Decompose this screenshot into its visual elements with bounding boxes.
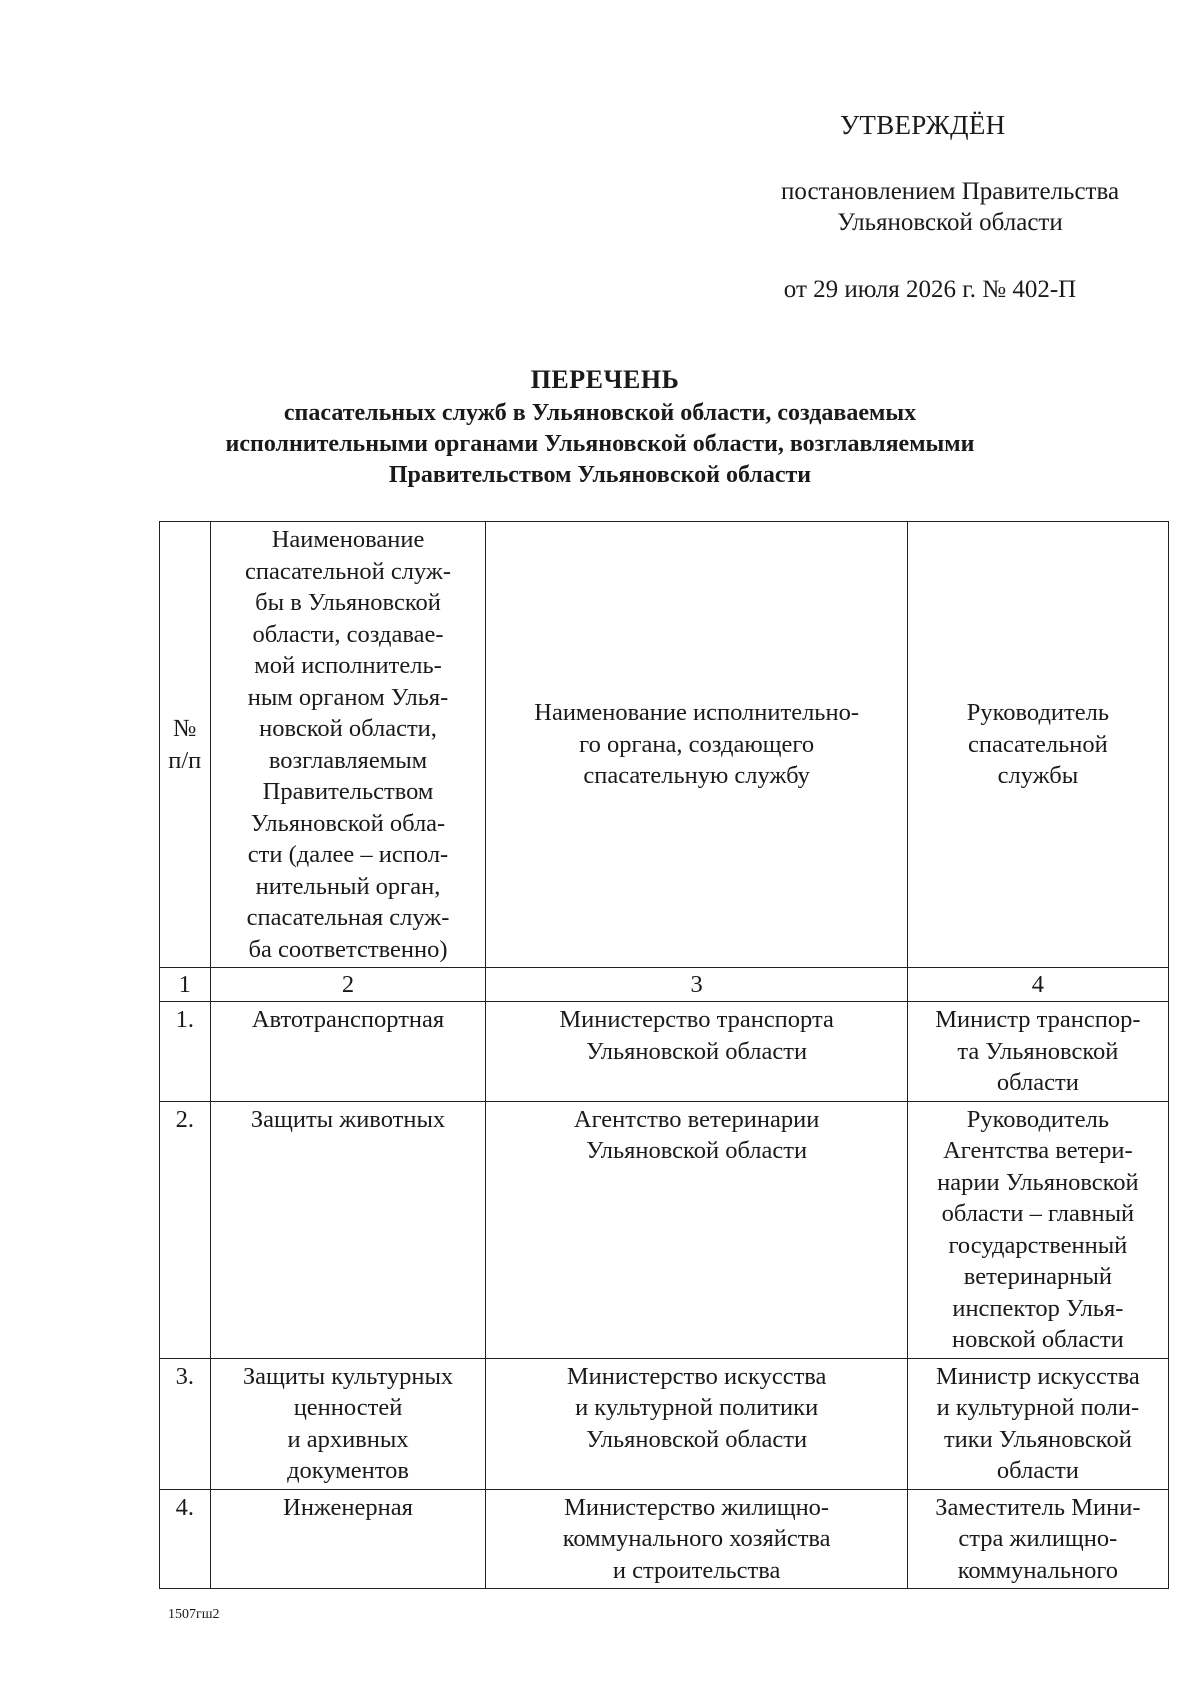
executive-body: Агентство ветеринарии Ульяновской области — [486, 1101, 907, 1358]
approval-line-1: постановлением Правительства — [780, 178, 1120, 205]
column-number: 1 — [160, 968, 211, 1002]
approval-line-2: Ульяновской области — [837, 209, 1063, 236]
subtitle-line-3: Правительством Ульяновской области — [388, 462, 812, 488]
approval-issuer — [760, 176, 1140, 238]
document-code: 1507гш2 — [168, 1607, 220, 1622]
header-number: № п/п — [160, 522, 211, 968]
document-title: ПЕРЕЧЕНЬ — [530, 365, 680, 394]
header-executive-body: Наименование исполнительно- го органа, создающего спасательную службу — [486, 522, 907, 968]
service-name: Автотранспортная — [210, 1002, 486, 1102]
service-head: Министр искусства и культурной поли- тики Ульяновской области — [907, 1358, 1168, 1489]
table-row — [160, 1002, 1169, 1102]
column-number: 2 — [210, 968, 486, 1002]
service-head: Заместитель Мини- стра жилищно- коммунального — [907, 1489, 1168, 1589]
column-number-row — [160, 968, 1169, 1002]
row-number: 4. — [160, 1489, 211, 1589]
table-row — [160, 1358, 1169, 1489]
subtitle-line-1: спасательных служб в Ульяновской области, создаваемых — [283, 400, 917, 426]
service-name: Защиты животных — [210, 1101, 486, 1358]
row-number: 3. — [160, 1358, 211, 1489]
header-service-head: Руководитель спасательной службы — [907, 522, 1168, 968]
column-number: 3 — [486, 968, 907, 1002]
table-header-row — [160, 522, 1169, 968]
service-head: Министр транспор- та Ульяновской области — [907, 1002, 1168, 1102]
subtitle-line-2: исполнительными органами Ульяновской области, возглавляемыми — [225, 431, 975, 457]
executive-body: Министерство искусства и культурной политики Ульяновской области — [486, 1358, 907, 1489]
row-number: 1. — [160, 1002, 211, 1102]
services-table — [159, 521, 1169, 1589]
service-name: Инженерная — [210, 1489, 486, 1589]
table-row — [160, 1489, 1169, 1589]
header-service-name: Наименование спасательной служ- бы в Ульяновской области, создавае- мой исполнитель- ным органом Улья- новской области, возглавляемым Правительством Ульяновской обла- сти (далее – испол- нительный орган, спасательная служ- ба соответственно) — [210, 522, 486, 968]
service-head: Руководитель Агентства ветери- нарии Ульяновской области – главный государственный ветеринарный инспектор Улья- новской области — [907, 1101, 1168, 1358]
column-number: 4 — [907, 968, 1168, 1002]
executive-body: Министерство жилищно- коммунального хозяйства и строительства — [486, 1489, 907, 1589]
approval-title: УТВЕРЖДЁН — [840, 110, 1006, 140]
table-row — [160, 1101, 1169, 1358]
executive-body: Министерство транспорта Ульяновской области — [486, 1002, 907, 1102]
approval-date: от 29 июля 2026 г. № 402-П — [783, 276, 1077, 303]
row-number: 2. — [160, 1101, 211, 1358]
document-subtitle — [0, 398, 1200, 491]
service-name: Защиты культурных ценностей и архивных документов — [210, 1358, 486, 1489]
